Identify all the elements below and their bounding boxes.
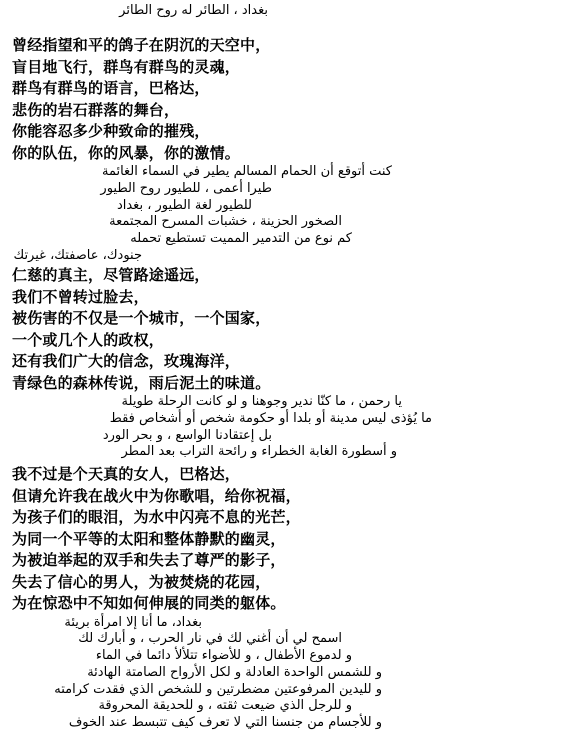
arabic-line: و للشمس الواحدة العادلة و لكل الأرواح الصامتة الهادئة xyxy=(12,665,382,682)
chinese-line: 一个或几个人的政权， xyxy=(12,330,572,352)
arabic-line: اسمح لي أن أغني لك في نار الحرب ، و أبارك لك xyxy=(12,631,342,648)
chinese-line: 为在惊恐中不知如何伸展的同类的躯体。 xyxy=(12,593,572,615)
stanza-1 xyxy=(12,35,572,265)
stanza-2 xyxy=(12,265,572,461)
arabic-line: طيرا أعمى ، للطيور روح الطيور xyxy=(12,181,272,198)
arabic-line: و للأجسام من جنسنا التي لا تعرف كيف تتبسط عند الخوف xyxy=(12,715,382,732)
chinese-line: 被伤害的不仅是一个城市，一个国家， xyxy=(12,308,572,330)
chinese-line: 你的队伍，你的风暴，你的激情。 xyxy=(12,143,572,165)
chinese-line: 盲目地飞行，群鸟有群鸟的灵魂， xyxy=(12,57,572,79)
arabic-line: للطيور لغة الطيور ، بغداد xyxy=(12,198,252,215)
chinese-line: 还有我们广大的信念，玫瑰海洋， xyxy=(12,351,572,373)
arabic-line: و للرجل الذي ضيعت ثقته ، و للحديقة المحروقة xyxy=(12,698,352,715)
arabic-line: بل إعتقادنا الواسع ، و بحر الورد xyxy=(12,428,272,445)
chinese-line: 曾经指望和平的鸽子在阴沉的天空中， xyxy=(12,35,572,57)
arabic-translation xyxy=(12,394,432,461)
chinese-line: 我不过是个天真的女人，巴格达， xyxy=(12,464,572,486)
arabic-line: كم نوع من التدمير المميت تستطيع تحمله xyxy=(12,231,352,248)
chinese-line: 失去了信心的男人，为被焚烧的花园， xyxy=(12,572,572,594)
arabic-line: يا رحمن ، ما كنّا ندير وجوهنا و لو كانت الرحلة طويلة xyxy=(12,394,402,411)
arabic-line: كنت أتوقع أن الحمام المسالم يطير في السماء الغائمة xyxy=(12,164,392,181)
arabic-line: بغداد، ما أنا إلا امرأة بريئة xyxy=(12,615,202,632)
arabic-line: و لدموع الأطفال ، و للأضواء تتلألأ دائما في الماء xyxy=(12,648,352,665)
arabic-translation xyxy=(12,615,382,732)
chinese-line: 为同一个平等的太阳和整体静默的幽灵， xyxy=(12,529,572,551)
chinese-line: 我们不曾转过脸去， xyxy=(12,287,572,309)
chinese-line: 青绿色的森林传说，雨后泥土的味道。 xyxy=(12,373,572,395)
poem-title: بغداد ، الطائر له روح الطائر xyxy=(8,2,268,20)
arabic-line: الصخور الحزينة ، خشبات المسرح المجتمعة xyxy=(12,214,342,231)
stanza-3 xyxy=(12,464,572,732)
arabic-line: ما يُؤذى ليس مدينة أو بلدا أو حكومة شخص أو أشخاص فقط xyxy=(12,411,432,428)
chinese-line: 群鸟有群鸟的语言，巴格达， xyxy=(12,78,572,100)
arabic-translation xyxy=(12,164,392,265)
arabic-line: و لليدين المرفوعتين مضطرتين و للشخص الذي فقدت كرامته xyxy=(12,682,382,699)
chinese-line: 为孩子们的眼泪，为水中闪亮不息的光芒， xyxy=(12,507,572,529)
arabic-line: و أسطورة الغابة الخطراء و رائحة التراب بعد المطر xyxy=(12,444,397,461)
chinese-line: 你能容忍多少种致命的摧残， xyxy=(12,121,572,143)
chinese-line: 仁慈的真主，尽管路途遥远， xyxy=(12,265,572,287)
arabic-line: جنودك، عاصفتك، غيرتك xyxy=(12,248,142,265)
chinese-line: 但请允许我在战火中为你歌唱，给你祝福， xyxy=(12,486,572,508)
chinese-line: 悲伤的岩石群落的舞台， xyxy=(12,100,572,122)
chinese-line: 为被迫举起的双手和失去了尊严的影子， xyxy=(12,550,572,572)
